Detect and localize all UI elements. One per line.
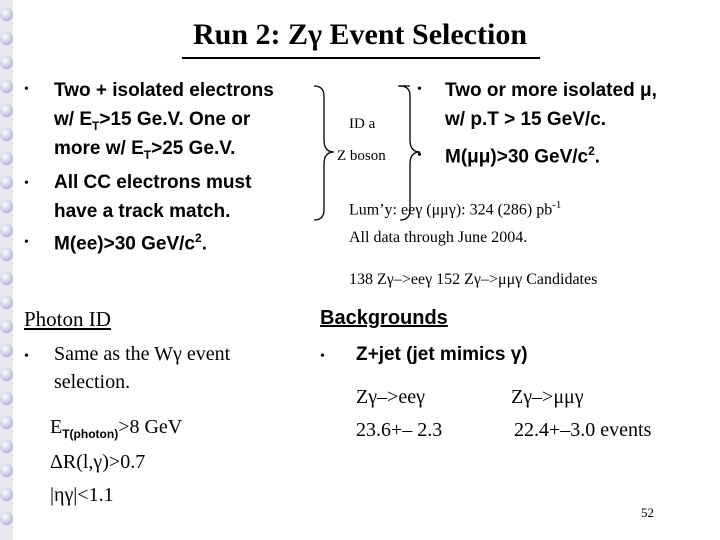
electron-bullet1-line3: more w/ $E_T>25$ Ge.V. <box>54 138 236 162</box>
photon-bullet-line2: selection. <box>54 371 131 393</box>
electron-bullet1-line2: w/ $E_T>15$ Ge.V. One or <box>54 109 251 133</box>
muon-bullet2: M(μμ)>30 GeV/$c^2$. <box>445 144 601 168</box>
z-boson-label: Z boson <box>337 148 386 164</box>
data-period-line: All data through June 2004. <box>349 229 528 246</box>
electron-bullet3: M(ee)>30 GeV/$c^2$. <box>54 231 207 255</box>
bullet-icon: • <box>24 349 29 364</box>
bullet-icon: • <box>417 82 422 97</box>
bullet-icon: • <box>320 349 325 364</box>
electron-bullet2-line2: have a track match. <box>54 201 231 222</box>
page-title: Run 2: Zγ Event Selection <box>192 18 528 51</box>
bullet-icon: • <box>417 148 422 163</box>
muon-bullet1-line1: Two or more isolated μ, <box>445 80 657 101</box>
left-brace <box>314 86 334 220</box>
background-mumu-value: 22.4+–3.0 events <box>514 419 652 441</box>
id-label: ID a <box>349 116 376 132</box>
photon-et-cut: $E_{T(photon)}>8$ GeV <box>50 416 183 441</box>
page-number: 52 <box>641 505 654 520</box>
background-ee-value: 23.6+– 2.3 <box>356 419 443 441</box>
photon-eta-cut: |ηγ|<1.1 <box>50 484 114 506</box>
backgrounds-heading: Backgrounds <box>320 307 448 329</box>
luminosity-line: Lum’y: eeγ (μμγ): 324 (286) $pb^{-1}$ <box>349 199 562 219</box>
bullet-icon: • <box>24 176 29 191</box>
background-zjet: Z+jet (jet mimics γ) <box>356 344 528 365</box>
muon-bullet1-line2: w/ p.T > 15 GeV/c. <box>445 109 607 130</box>
photon-id-heading: Photon ID <box>24 307 111 331</box>
electron-bullet1-line1: Two + isolated electrons <box>54 80 274 101</box>
bullet-icon: • <box>24 235 29 250</box>
candidates-line: 138 Zγ–>eeγ 152 Zγ–>μμγ Candidates <box>349 271 598 288</box>
background-mumu-label: Zγ–>μμγ <box>511 386 584 408</box>
background-ee-label: Zγ–>eeγ <box>356 386 425 408</box>
photon-dr-cut: ΔR(l,γ)>0.7 <box>50 451 146 473</box>
bullet-icon: • <box>24 82 29 97</box>
photon-bullet-line1: Same as the Wγ event <box>54 343 231 365</box>
electron-bullet2-line1: All CC electrons must <box>54 172 252 193</box>
